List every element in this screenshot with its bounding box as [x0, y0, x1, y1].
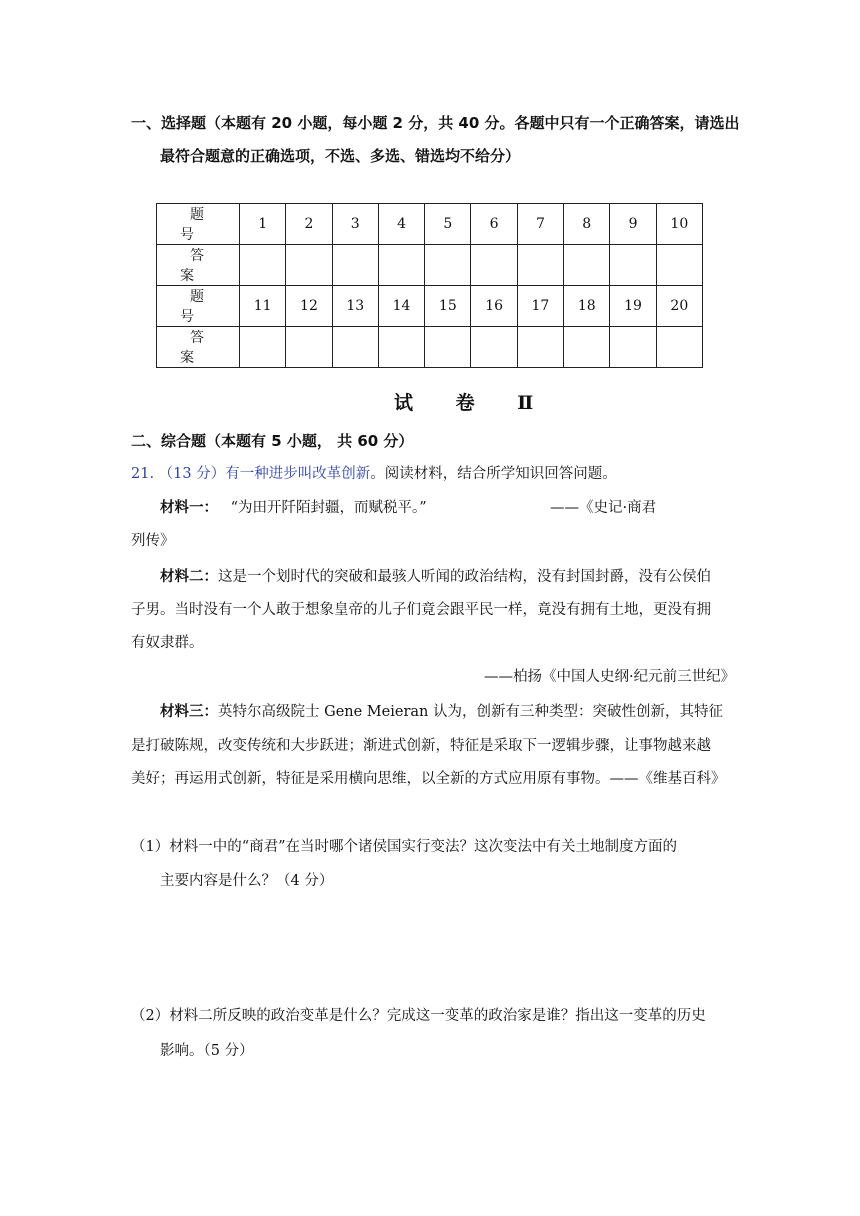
row-label-answer: 答 案 [157, 245, 240, 286]
material1-label: 材料一： [160, 500, 218, 516]
question-number-cell: 13 [332, 286, 378, 327]
answer-cell[interactable] [378, 245, 424, 286]
material2-source: ——柏扬《中国人史纲·纪元前三世纪》 [484, 669, 736, 685]
material3-text-1: 英特尔高级院士 Gene Meieran 认为，创新有三种类型：突破性创新，其特征 [218, 704, 723, 720]
question-number-cell: 11 [240, 286, 286, 327]
material2-line2: 子男。当时没有一个人敢于想象皇帝的儿子们竟会跟平民一样，竟没有拥有土地，更没有拥 [131, 602, 711, 618]
answer-cell[interactable] [425, 327, 471, 368]
material3-line3: 美好；再运用式创新，特征是采用横向思维，以全新的方式应用原有事物。——《维基百科》 [131, 771, 726, 787]
answer-cell[interactable] [610, 245, 656, 286]
table-row [157, 245, 703, 286]
question-number-cell: 14 [378, 286, 424, 327]
question-number-cell: 18 [564, 286, 610, 327]
answer-cell[interactable] [240, 245, 286, 286]
question-number-cell: 19 [610, 286, 656, 327]
answer-cell[interactable] [517, 245, 563, 286]
material3-line2: 是打破陈规，改变传统和大步跃进；渐进式创新，特征是采取下一逻辑步骤，让事物越来越 [131, 738, 711, 754]
material1-source: ——《史记·商君 [550, 500, 657, 516]
question-number-cell: 6 [471, 204, 517, 245]
paper-title: 试 卷 Ⅱ [394, 392, 552, 414]
question-number-cell: 9 [610, 204, 656, 245]
question-number-cell: 15 [425, 286, 471, 327]
material3-line1 [160, 700, 723, 721]
material1-text: “为田开阡陌封疆，而赋税平。” [230, 500, 427, 516]
question-number-cell: 5 [425, 204, 471, 245]
answer-cell[interactable] [610, 327, 656, 368]
q21-intro [131, 462, 617, 483]
material2-label: 材料二： [160, 569, 218, 585]
table-row [157, 327, 703, 368]
section1-heading-line2: 最符合题意的正确选项，不选、多选、错选均不给分） [160, 147, 521, 165]
material3-label: 材料三： [160, 704, 218, 720]
question-number-cell: 8 [564, 204, 610, 245]
answer-table [156, 203, 703, 368]
question-number-cell: 3 [332, 204, 378, 245]
subquestion2-line1: （2）材料二所反映的政治变革是什么？完成这一变革的政治家是谁？指出这一变革的历史 [131, 1008, 706, 1024]
question-number-cell: 4 [378, 204, 424, 245]
subquestion1-line2: 主要内容是什么？（4 分） [160, 873, 334, 889]
table-row [157, 286, 703, 327]
question-number-cell: 16 [471, 286, 517, 327]
answer-cell[interactable] [471, 327, 517, 368]
section1-heading-line1: 一、选择题（本题有 20 小题，每小题 2 分，共 40 分。各题中只有一个正确答案，请选出 [131, 114, 740, 132]
answer-cell[interactable] [378, 327, 424, 368]
material2-text-1: 这是一个划时代的突破和最骇人听闻的政治结构，没有封国封爵，没有公侯伯 [218, 569, 711, 585]
answer-cell[interactable] [564, 327, 610, 368]
answer-cell[interactable] [656, 245, 702, 286]
question-number-cell: 2 [286, 204, 332, 245]
answer-cell[interactable] [471, 245, 517, 286]
question-number-cell: 20 [656, 286, 702, 327]
question-number-cell: 7 [517, 204, 563, 245]
answer-cell[interactable] [425, 245, 471, 286]
material1-line [160, 496, 427, 517]
answer-cell[interactable] [240, 327, 286, 368]
material2-line3: 有奴隶群。 [131, 635, 204, 651]
question-number-cell: 10 [656, 204, 702, 245]
subquestion2-line2: 影响。（5 分） [160, 1043, 254, 1059]
answer-cell[interactable] [564, 245, 610, 286]
table-row [157, 204, 703, 245]
row-label-answer: 答 案 [157, 327, 240, 368]
material2-line1 [160, 565, 711, 586]
answer-cell[interactable] [286, 245, 332, 286]
answer-cell[interactable] [286, 327, 332, 368]
answer-cell[interactable] [656, 327, 702, 368]
subquestion1-line1: （1）材料一中的“商君”在当时哪个诸侯国实行变法？这次变法中有关土地制度方面的 [131, 839, 678, 855]
q21-number: 21. [131, 466, 155, 482]
row-label-number: 题 号 [157, 204, 240, 245]
question-number-cell: 17 [517, 286, 563, 327]
answer-cell[interactable] [332, 327, 378, 368]
question-number-cell: 1 [240, 204, 286, 245]
q21-intro-highlight: （13 分）有一种进步叫改革创新 [158, 466, 371, 482]
q21-intro-rest: 。阅读材料，结合所学知识回答问题。 [370, 466, 617, 482]
material1-source-cont: 列传》 [131, 533, 175, 549]
answer-cell[interactable] [517, 327, 563, 368]
section2-heading: 二、综合题（本题有 5 小题， 共 60 分） [131, 432, 414, 450]
row-label-number: 题 号 [157, 286, 240, 327]
question-number-cell: 12 [286, 286, 332, 327]
answer-cell[interactable] [332, 245, 378, 286]
